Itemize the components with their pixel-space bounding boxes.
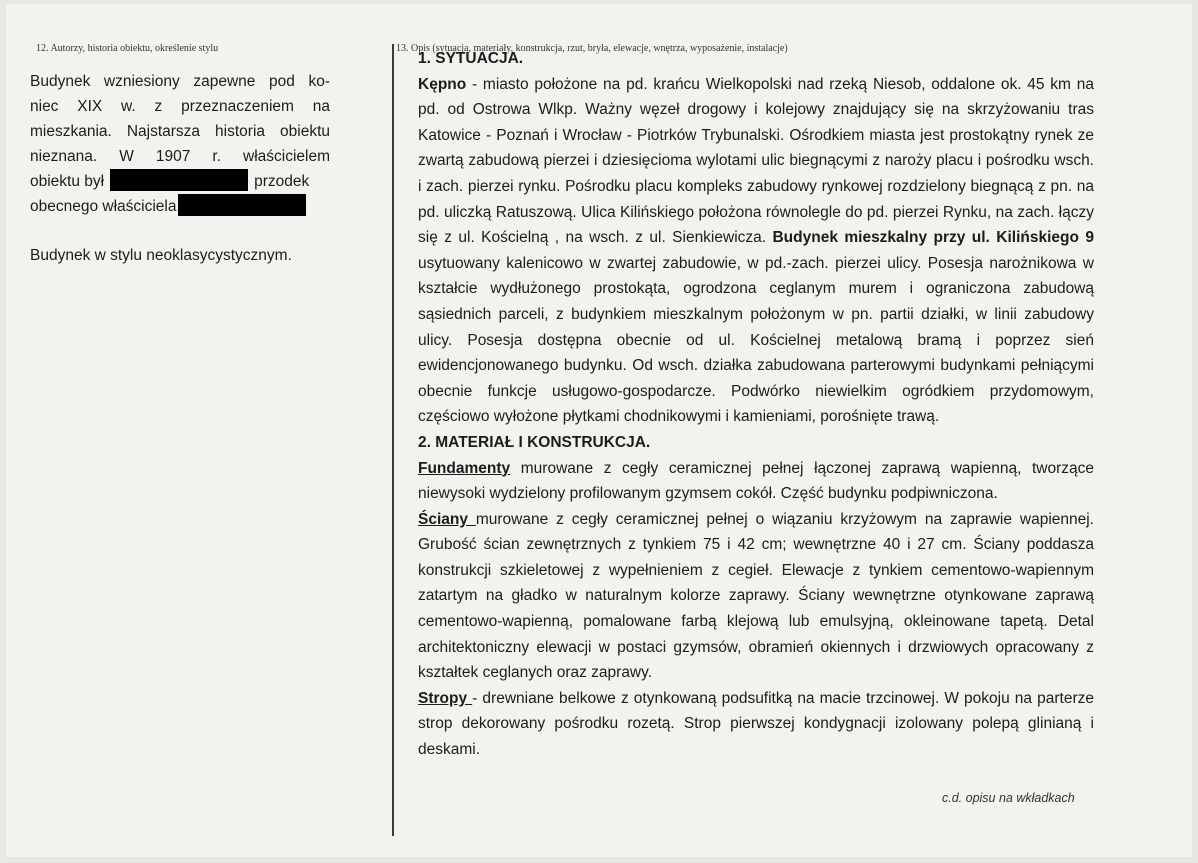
section-material-title: 2. MATERIAŁ I KONSTRUKCJA. — [418, 433, 651, 451]
situation-text-1: - miasto położone na pd. krańcu Wielkopolski nad rzeką Niesob, oddalone ok. 45 km na pd. od Ostrowa Wlkp. Ważny węzeł drogowy i kolejowy znajdujący się na skrzyżowaniu tras Katowice - Poznań i Wrocław - Piotrków Trybunalski. Ośrodkiem miasta jest prostokątny rynek ze zwartą zabudową pierzei i dziesięcioma wylotami ulic biegnącymi z naroży placu i pośrodku wsch. i zach. pierzei rynku. Pośrodku placu kompleks zabudowy rynkowej rozdzielony biegnącą z pn. na pd. uliczką Ratuszową. Ulica Kilińskiego położona równolegle do pd. pierzei Rynku, na zach. łączy się z ul. Kościelną , na wsch. z ul. Sienkiewicza. — [418, 75, 1094, 247]
building-name: Budynek mieszkalny przy ul. Kilińskiego 9 — [772, 229, 1094, 247]
history-line-5-end: przodek — [254, 173, 310, 190]
history-line-6-start: obecnego właściciela — [30, 198, 177, 215]
history-line-5 — [30, 169, 330, 194]
walls-text: murowane z cegły ceramicznej pełnej o wiązaniu krzyżowym na zaprawie wapiennej. Grubość ścian zewnętrznych z tynkiem 75 i 42 cm; wewnętrzne 40 i 27 cm. Ściany poddasza konstrukcji szkieletowej z wypełnieniem z cegieł. Elewacje z tynkiem cementowo-wapiennym zatartym na gładko w naturalnym kolorze zaprawy. Ściany wewnętrzne otynkowane zaprawą cementowo-wapienną, pomalowane farbą klejową lub emulsyjną, okleinowane tapetą. Detal architektoniczny elewacji w postaci gzymsów, obramień okiennych i drzwiowych opracowany z kształtek ceglanych oraz zaprawy. — [418, 510, 1094, 682]
situation-text-2: usytuowany kalenicowo w zwartej zabudowie, w pd.-zach. pierzei ulicy. Posesja narożnikowa w kształcie wydłużonego prostokąta, ogrodzona ceglanym murem i ograniczona zabudową sąsiednich parceli, z budynkiem mieszkalnym położonym w pn. partii działki, w linii zabudowy ulicy. Posesja dostępna obecnie od ul. Kościelnej metalową bramą i poprzez sień ewidencjonowanego budynku. Od wsch. działka zabudowana parterowymi budynkami pełniącymi obecnie funkcje usługowo-gospodarcze. Podwórko niewielkim ogródkiem przydomowym, częściowo wyłożone płytkami chodnikowymi i kamieniami, porośnięte trawą. — [418, 254, 1094, 426]
ceilings-label: Stropy — [418, 689, 473, 707]
town-name: Kępno — [418, 75, 467, 93]
description-column — [418, 46, 1094, 763]
history-line-3: mieszkania. Najstarsza historia obiektu — [30, 123, 330, 140]
history-line-1: Budynek wzniesiony zapewne pod ko- — [30, 73, 330, 90]
left-column-header: 12. Autorzy, historia obiektu, określenie stylu — [36, 43, 219, 54]
column-divider — [392, 44, 394, 836]
foundations-paragraph — [418, 456, 1094, 507]
history-line-4: nieznana. W 1907 r. właścicielem — [30, 148, 330, 165]
walls-label: Ściany — [418, 510, 476, 528]
ceilings-paragraph — [418, 686, 1094, 763]
situation-paragraph — [418, 72, 1094, 430]
walls-paragraph — [418, 507, 1094, 686]
history-line-5-start: obiektu był — [30, 173, 105, 190]
continuation-note: c.d. opisu na wkładkach — [942, 791, 1075, 805]
history-column — [30, 69, 330, 268]
right-column-header: 13. Opis (sytuacja, materiały, konstrukcja, rzut, bryła, elewacje, wnętrza, wyposażenie, instalacje) — [396, 43, 788, 54]
history-line-6 — [30, 194, 330, 219]
redaction-box — [110, 169, 248, 191]
style-statement: Budynek w stylu neoklasycystycznym. — [30, 247, 292, 264]
history-line-2: niec XIX w. z przeznaczeniem na — [30, 98, 330, 115]
ceilings-text: - drewniane belkowe z otynkowaną podsufitką na macie trzcinowej. W pokoju na parterze strop dekorowany pośrodku rozetą. Strop pierwszej kondygnacji izolowany polepą glinianą i deskami. — [418, 689, 1094, 759]
foundations-label: Fundamenty — [418, 459, 511, 477]
foundations-text: murowane z cegły ceramicznej pełnej łączonej zaprawą wapienną, tworzące niewysoki wydzielony profilowanym gzymsem cokół. Część budynku podpiwniczona. — [418, 459, 1094, 503]
section-situation-title: 1. SYTUACJA. — [418, 50, 524, 67]
redaction-box — [178, 194, 306, 216]
